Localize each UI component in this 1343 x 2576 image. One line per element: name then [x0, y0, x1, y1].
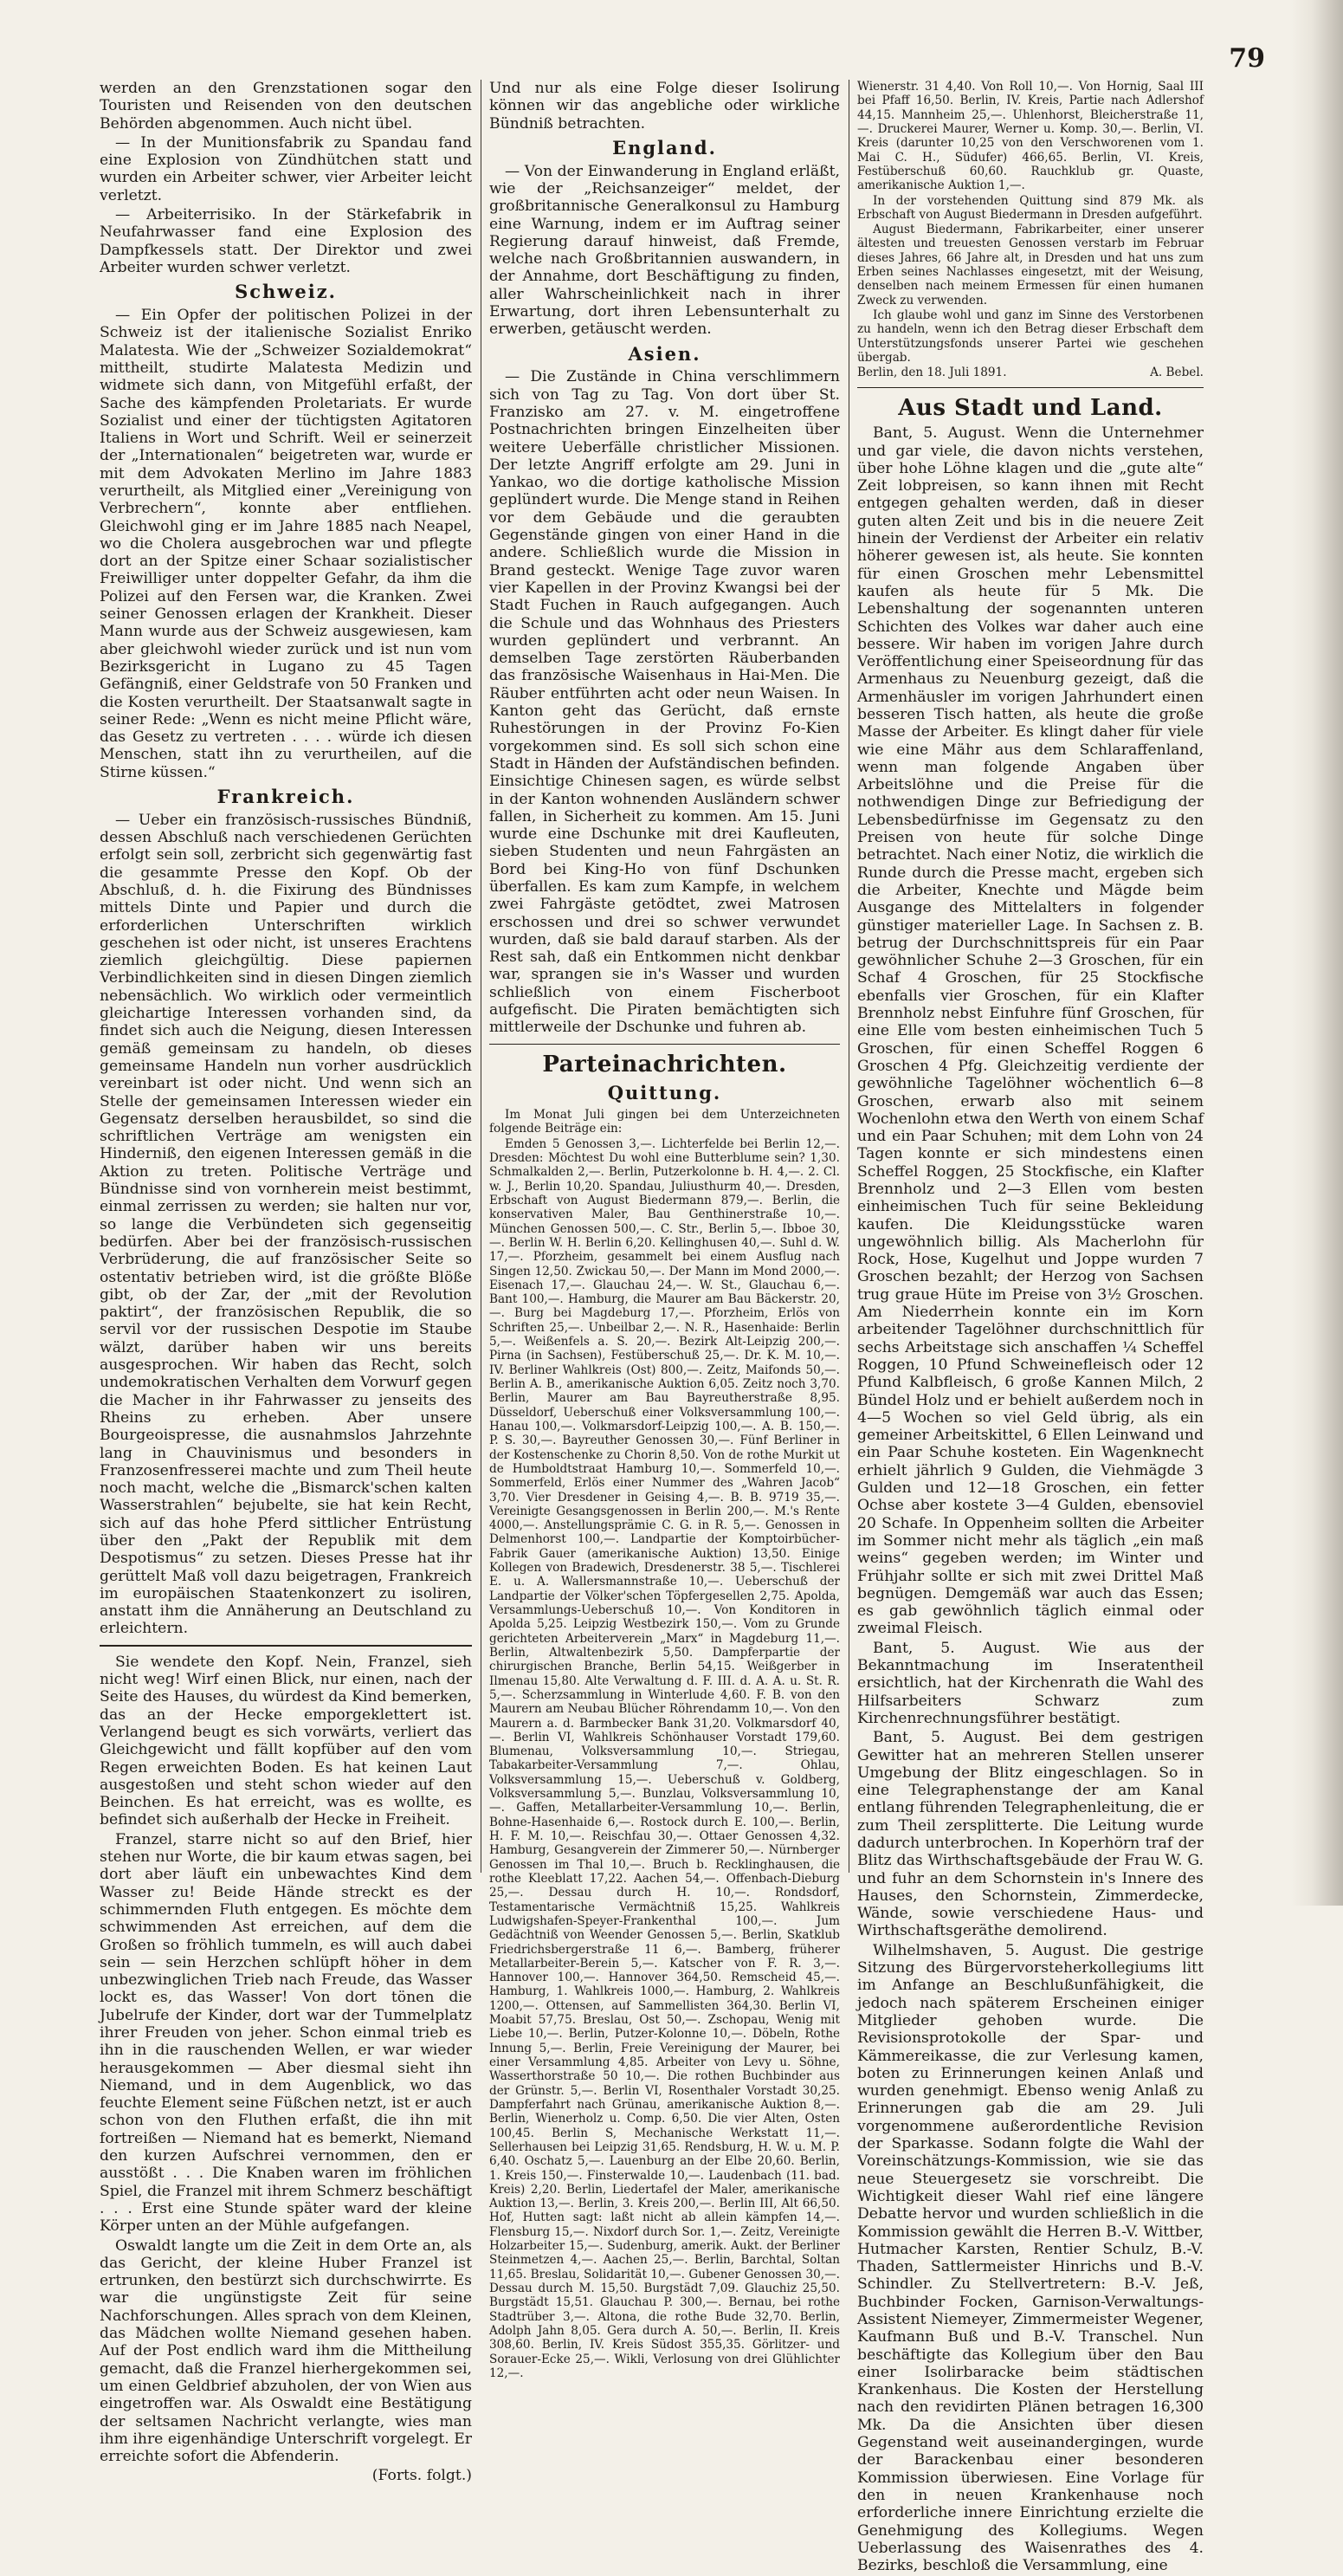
feuilleton-divider — [100, 1645, 472, 1647]
col2-paragraph: — Die Zustände in China verschlimmern sich von Tag zu Tag. Von dort über St. Franzisko am 27. v. M. eingetroffene Postnachrichten bringen Einzelheiten über weitere Ueberfälle christlicher Missionen. Der letzte Angriff erfolgte am 29. Juni in Yankao, wo die dortige katholische Mission geplündert wurde. Die Menge stand in Reihen vor dem Gebäude und die geraubten Gegenstände gingen von einer Hand in die andere. Schließlich wurde die Mission in Brand gesteckt. Wenige Tage zuvor waren vier Kapellen in der Provinz Kwangsi bei der Stadt Fuchen in Rauch aufgegangen. Auch die Schule und das Wohnhaus des Priesters wurden geplündert und verbrannt. An demselben Tage zerstörten Räuberbanden das französische Waisenhaus in Hai-Men. Die Räuber entführten acht oder neun Waisen. In Kanton geht das Gerücht, daß ernste Ruhestörungen in der Provinz Fo-Kien vorgekommen sind. Es soll sich schon eine Stadt in Händen der Aufständischen befinden. Einsichtige Chinesen sagen, es würde selbst in der Kanton wohnenden Ausländern schwer fallen, in Sicherheit zu kommen. Am 15. Juni wurde eine Dschunke mit drei Kaufleuten, sieben Studenten und neun Fahrgästen an Bord bei King-Ho von fünf Dschunken überfallen. Es kam zum Kampfe, in welchem zwei Fahrgäste getödtet, zwei Matrosen erschossen und drei so schwer verwundet wurden, daß sie bald darauf starben. Als der Rest sah, daß ein Entkommen nicht denkbar war, sprangen sie in's Wasser und wurden schließlich von einem Fischerboot aufgefischt. Die Piraten bemächtigten sich mittlerweile der Dschunke und fuhren ab. — [489, 368, 840, 1037]
col1-paragraph: — In der Munitionsfabrik zu Spandau fand eine Explosion von Zündhütchen statt und wurden ein Arbeiter schwer, vier Arbeiter leicht verletzt. — [100, 133, 472, 204]
col3-paragraph: Bant, 5. August. Wie aus der Bekanntmachung im Inseratentheil ersichtlich, hat der Kirchenrath die Wahl des Hilfsarbeiters Schwarz zum Kirchenrechnungsführer bestätigt. — [857, 1639, 1204, 1727]
quittung-continuation — [857, 80, 1204, 380]
signature-name: A. Bebel. — [1150, 366, 1204, 380]
column-2 — [489, 80, 840, 2381]
signature-line — [857, 366, 1204, 379]
feuilleton-paragraph: Oswaldt langte um die Zeit in dem Orte an, als das Gericht, der kleine Huber Franzel ist ertrunken, den bestürzt sich durchschwirrte. Es war die ungünstigste Zeit für seine Nachforschungen. Alles sprach von dem Kleinen, das Mädchen wollte Niemand gesehen haben. Auf der Post endlich ward ihm die Mittheilung gemacht, daß die Franzel hierhergekommen sei, um einen Geldbrief abzuholen, der von Wien aus eingetroffen war. Als Oswaldt eine Bestätigung der seltsamen Nachricht verlangte, wies man ihm ihre eigenhändige Unterschrift vorgelegt. Er erreichte sofort die Abfenderin. — [100, 2236, 472, 2466]
col1-paragraph: — Ueber ein französisch-russisches Bündniß, dessen Abschluß nach verschiedenen Gerüchten erfolgt sein soll, zerbricht sich gegenwärtig fast die gesammte Presse den Kopf. Ob der Abschluß, d. h. die Fixirung des Bündnisses mittels Dinte und Papier und durch die erforderlichen Unterschriften wirklich geschehen ist oder nicht, ist unseres Erachtens ziemlich gleichgültig. Diese papiernen Verbindlichkeiten sind in diesen Dingen ziemlich nebensächlich. Wo wirklich oder vermeintlich gleichartige Interessen vorhanden sind, da findet sich auch die Neigung, diesen Interessen gemäß gemeinsam zu handeln, ob dieses gemeinsame Handeln nun vorher ausdrücklich vereinbart ist oder nicht. Und wenn sich an Stelle der gemeinsamen Interessen wieder ein Gegensatz derselben herausbildet, so sind die schriftlichen Verträge am wenigsten ein Hinderniß, den eigenen Interessen gemäß in die Aktion zu treten. Politische Verträge und Bündnisse sind von vornherein meist bestimmt, einmal zerrissen zu werden; sie halten nur vor, so lange die Verbündeten sich gegenseitig bedürfen. Aber bei der französisch-russischen Verbrüderung, die auf französischer Seite so ostentativ betrieben wird, ist die größte Blöße gibt, ob der Zar, der „mit der Revolution paktirt“, der französischen Republik, die so servil vor der russischen Despotie im Staube wälzt, darüber haben wir uns bereits ausgesprochen. Wir haben das Recht, solch undemokratischen Verhalten dem Vorwurf gegen die Macher in ihr Fahrwasser zu jenseits des Rheins zu erheben. Aber unsere Bourgeoispresse, die ausnahmslos Jahrzehnte lang in Chauvinismus und besonders in Franzosenfresserei machte und zum Theil heute noch macht, welche die „Bismarck'schen kalten Wasserstrahlen“ bejubelte, sie hat kein Recht, sich auf das hohe Pferd sittlicher Entrüstung über den „Pakt der Republik mit dem Despotismus“ zu setzen. Dieses Presse hat ihr gerüttelt Maß voll dazu beigetragen, Frankreich im europäischen Staatenkonzert zu isoliren, anstatt ihm die Annäherung an Deutschland zu erleichtern. — [100, 811, 472, 1638]
section-divider — [489, 1044, 840, 1045]
col3-paragraph: Bant, 5. August. Wenn die Unternehmer und gar viele, die davon nichts verstehen, über hohe Löhne klagen und die „gute alte“ Zeit lobpreisen, so kann ihnen mit Recht entgegen gehalten werden, daß in dieser guten alten Zeit und bis in die neuere Zeit hinein der Verdienst der Arbeiter ein relativ höherer gewesen ist, als heute. Sie konnten für einen Groschen mehr Lebensmittel kaufen als heute für 5 Mk. Die Lebenshaltung der sogenannten unteren Schichten des Volkes war daher auch eine bessere. Wir haben im vorigen Jahre durch Veröffentlichung einer Speiseordnung für das Armenhaus zu Neuenburg gezeigt, daß die Armenhäusler im vorigen Jahrhundert einen besseren Tisch hatten, als heute die große Masse der Arbeiter. Es klingt daher für viele wie eine Mähr aus dem Schlaraffenland, wenn man folgende Angaben über Arbeitslöhne und die Preise für die nothwendigen Dinge zur Befriedigung der Lebensbedürfnisse im Gegensatz zu den Preisen von heute für solche Dinge betrachtet. Nach einer Notiz, die wirklich die Runde durch die Presse macht, ergeben sich die Arbeiter, Knechte und Mägde beim Ausgange des Mittelalters in folgender günstiger materieller Lage. In Sachsen z. B. betrug der Durchschnittspreis für ein Paar gewöhnlicher Schuhe 2—3 Groschen, für ein Schaf 4 Groschen, für 25 Stockfische ebenfalls vier Groschen, für ein Klafter Brennholz nebst Einfuhre fünf Groschen, für eine Elle vom besten einheimischen Tuch 5 Groschen, für einen Scheffel Roggen 6 Groschen 4 Pfg. Gleichzeitig verdiente der gewöhnliche Tagelöhner wöchentlich 6—8 Groschen, erwarb also mit seinem Wochenlohn etwa den Werth von einem Schaf und ein Paar Schuhen; mit dem Lohn von 24 Tagen konnte er sich mindestens einen Scheffel Roggen, 25 Stockfische, ein Klafter Brennholz und 2—3 Ellen vom besten einheimischen Tuch für seine Bekleidung kaufen. Die Kleidungsstücke waren ungewöhnlich billig. Als Macherlohn für Rock, Hose, Kugelhut und Joppe wurden 7 Groschen bezahlt; der Herzog von Sachsen trug graue Hüte im Preise von 3½ Groschen. Am Niederrhein konnte ein im Korn arbeitender Tagelöhner durchschnittlich für sechs Arbeitstage sich anschaffen ¼ Scheffel Roggen, 10 Pfund Schweinefleisch oder 12 Pfund Kalbfleisch, 6 große Kannen Milch, 2 Bündel Holz und er behielt außerdem noch in 4—5 Wochen so viel Geld übrig, als ein gemeiner Arbeitskittel, 6 Ellen Leinwand und ein Paar Schuhe kosteten. Ein Wagenknecht erhielt jährlich 9 Gulden, die Viehmägde 3 Gulden und 12—18 Groschen, ein fetter Ochse aber kostete 3—4 Gulden, ebensoviel 20 Schafe. In Oppenheim sollten die Arbeiter im Sommer nicht mehr als täglich „ein maß weins“ gegeben werden; im Winter und Frühjahr sollte er sich mit zwei Drittel Maß begnügen. Demgemäß war auch das Essen; es gab gewöhnlich täglich einmal oder zweimal Fleisch. — [857, 424, 1204, 1638]
section-heading-england: England. — [612, 136, 717, 159]
quittung-paragraph: Emden 5 Genossen 3,—. Lichterfelde bei Berlin 12,—. Dresden: Möchtest Du wohl eine Butterblume sein? 1,30. Schmalkalden 2,—. Berlin, Putzerkolonne b. H. 4,—. 2. Cl. w. J., Berlin 10,20. Spandau, Juliusthurm 40,—. Dresden, Erbschaft von August Biedermann 879,—. Berlin, die konservativen Maler, Bau Genthinerstraße 10,—. München Genossen 500,—. C. Str., Berlin 5,—. Ibboe 30,—. Berlin W. H. Berlin 6,20. Kellinghusen 40,—. Suhl d. W. 17,—. Pforzheim, gesammelt bei einem Ausflug nach Singen 12,50. Zwickau 50,—. Der Mann im Mond 2000,—. Eisenach 17,—. Glauchau 24,—. W. St., Glauchau 6,—. Bant 100,—. Hamburg, die Maurer am Bau Bäckerstr. 20,—. Burg bei Magdeburg 17,—. Pforzheim, Erlös von Schriften 25,—. Unbeilbar 2,—. N. R., Hasenhaide: Berlin 5,—. Weißenfels a. S. 20,—. Bezirk Alt-Leipzig 200,—. Pirna (in Sachsen), Festüberschuß 25,—. Dr. K. M. 10,—. IV. Berliner Wahlkreis (Ost) 800,—. Zeitz, Maifonds 50,—. Berlin A. B., amerikanische Auktion 6,05. Zeitz noch 3,70. Berlin, Maurer am Bau Bayreutherstraße 8,95. Düsseldorf, Ueberschuß einer Volksversammlung 100,—. Hanau 100,—. Volkmarsdorf-Leipzig 100,—. A. B. 150,—. P. S. 30,—. Bayreuther Genossen 30,—. Fünf Berliner in der Kostenschenke zu Chorin 8,50. Von de rothe Murkit ut de Humboldtstraat Hamburg 10,—. Sommerfeld 10,—. Sommerfeld, Erlös einer Nummer des „Wahren Jacob“ 3,70. Vier Dresdener in Geising 4,—. B. B. 9719 35,—. Vereinigte Gesangsgenossen in Berlin 200,—. M.'s Rente 4000,—. Anstellungsprämie C. G. in R. 5,—. Genossen in Delmenhorst 100,—. Landpartie der Komptoirbücher-Fabrik Gauer (amerikanische Auktion) 13,50. Einige Kollegen von Bradewich, Dresdenerstr. 38 5,—. Tischlerei E. u. A. Wallersmannstraße 10,—. Ueberschuß der Landpartie der Völker'schen Töpfergesellen 2,75. Apolda, Versammlungs-Ueberschuß 10,—. Von Konditoren in Apolda 5,25. Leipzig Westbezirk 150,—. Vom zu Grunde gerichteten Arbeiterverein „Marx“ in Magdeburg 11,—. Berlin, Altwaltenbezirk 5,50. Dampferpartie der chirurgischen Branche, Berlin 54,15. Weißgerber in Ilmenau 15,80. Alte Verwaltung d. F. III. d. A. A. u. St. R. 5,—. Scherzsammlung in Winterlude 4,60. F. B. von den Maurern am Neubau Blücher Röhrendamm 10,—. Von den Maurern a. d. Barmbecker Bank 31,20. Volkmarsdorf 40,—. Berlin VI, Wahlkreis Schönhauser Vorstadt 179,60. Blumenau, Volksversammlung 10,—. Striegau, Tabakarbeiter-Versammlung 7,—. Ohlau, Volksversammlung 15,—. Ueberschuß v. Goldberg, Volksversammlung 5,—. Bunzlau, Volksversammlung 10,—. Gaffen, Metallarbeiter-Versammlung 10,—. Berlin, Bohne-Hasenhaide 6,—. Rostock durch E. 100,—. Berlin, H. F. M. 10,—. Reischfau 30,—. Ottaer Genossen 4,32. Hamburg, Gesangverein der Zimmerer 50,—. Nürnberger Genossen im Thal 10,—. Bruch b. Recklinghausen, die rothe Kleeblatt 17,22. Aachen 54,—. Offenbach-Dieburg 25,—. Dessau durch H. 10,—. Rondsdorf, Testamentarische Vermächtniß 15,25. Wahlkreis Ludwigshafen-Speyer-Frankenthal 100,—. Jum Gedächtniß von Weender Genossen 5,—. Berlin, Skatklub Friedrichsbergerstraße 11 6,—. Bamberg, früherer Metallarbeiter-Berein 5,—. Katscher von F. R. 3,—. Hannover 100,—. Hannover 364,50. Remscheid 45,—. Hamburg, 1. Wahlkreis 1000,—. Hamburg, 2. Wahlkreis 1200,—. Ottensen, auf Sammellisten 364,30. Berlin VI, Moabit 57,75. Breslau, Ost 50,—. Zschopau, Wenig mit Liebe 10,—. Berlin, Putzer-Kolonne 10,—. Döbeln, Rothe Innung 5,—. Berlin, Freie Vereinigung der Maurer, bei einer Versammlung 4,85. Arbeiter von Levy u. Söhne, Wasserthorstraße 50 10,—. Die rothen Buchbinder aus der Grünstr. 5,—. Berlin VI, Rosenthaler Vorstadt 30,25. Dampferfahrt nach Grünau, amerikanische Auktion 8,—. Berlin, Wienerholz u. Comp. 6,50. Die vier Alten, Osten 100,45. Berlin S, Mechanische Werkstatt 11,—. Sellerhausen bei Leipzig 31,65. Rendsburg, H. W. u. M. P. 6,40. Oschatz 5,—. Lauenburg an der Elbe 20,60. Berlin, 1. Kreis 150,—. Finsterwalde 10,—. Laudenbach (11. bad. Kreis) 2,20. Berlin, Liedertafel der Maler, amerikanische Auktion 13,—. Berlin, 3. Kreis 200,—. Berlin III, Alt 66,50. Hof, Hutten sagt: laßt nicht ab allein kämpfen 14,—. Flensburg 15,—. Nixdorf durch Sor. 1,—. Zeitz, Vereinigte Holzarbeiter 15,—. Sudenburg, amerik. Aukt. der Berliner Steinmetzen 4,—. Aachen 25,—. Berlin, Barchtal, Soltan 11,65. Breslau, Solidarität 10,—. Gubener Genossen 30,—. Dessau durch M. 15,50. Burgstädt 7,09. Glauchiz 25,50. Burgstädt 15,51. Glauchau P. 300,—. Bernau, bei rothe Stadtrüber 3,—. Altona, die rothe Bude 32,70. Berlin, Adolph Jahn 8,05. Gera durch A. 50,—. Berlin, II. Kreis 308,60. Berlin, IV. Kreis Südost 355,35. Görlitzer- und Sorauer-Ecke 25,—. Wikli, Verlosung von drei Glühlichter 12,—. — [489, 1136, 840, 2380]
section-heading-asien: Asien. — [628, 342, 701, 365]
page-number: 79 — [1229, 43, 1265, 74]
col1-paragraph: — Ein Opfer der politischen Polizei in der Schweiz ist der italienische Sozialist Enriko Malatesta. Wie der „Schweizer Sozialdemokrat“ mittheilt, studirte Malatesta Medizin und widmete sich dann, von Mitgefühl erfaßt, der Sache des kämpfenden Proletariats. Er wurde Sozialist und einer der tüchtigsten Agitatoren Italiens in Wort und Schrift. Weil er seinerzeit der „Internationalen“ beigetreten war, wurde er mit dem Advokaten Merlino im Jahre 1883 verurtheilt, als Mitglied einer „Vereinigung von Verbrechern“, konnte aber entfliehen. Gleichwohl ging er im Jahre 1885 nach Neapel, wo die Cholera ausgebrochen war und pflegte dort an der Spitze einer Schaar sozialistischer Freiwilliger unter doppelter Gefahr, da ihm die Polizei auf den Fersen war, die Kranken. Zwei seiner Genossen erlagen der Krankheit. Dieser Mann wurde aus der Schweiz ausgewiesen, kam aber gleichwohl wieder zurück und ist nun vom Bezirksgericht in Lugano zu 45 Tagen Gefängniß, einer Geldstrafe von 50 Franken und die Kosten verurtheilt. Der Staatsanwalt sagte in seiner Rede: „Wenn es nicht meine Pflicht wäre, das Gesetz zu vertreten . . . . würde ich diesen Menschen, statt ihn zu verurtheilen, auf die Stirne küssen.“ — [100, 307, 472, 781]
column-1 — [100, 80, 472, 2487]
quittung-paragraph: August Biedermann, Fabrikarbeiter, einer unserer ältesten und treuesten Genossen verstarb im Februar dieses Jahres, 66 Jahre alt, in Dresden und hat uns zum Erben seines Nachlasses eingesetzt, mit der Weisung, denselben nach meinem Ermessen für einen humanen Zweck zu verwenden. — [857, 223, 1204, 307]
quittung-paragraph: Ich glaube wohl und ganz im Sinne des Verstorbenen zu handeln, wenn ich den Betrag dieser Erbschaft dem Unterstützungsfonds unserer Partei wie geschehen übergab. — [857, 308, 1204, 365]
quittung-paragraph: In der vorstehenden Quittung sind 879 Mk. als Erbschaft von August Biedermann in Dresden aufgeführt. — [857, 193, 1204, 222]
section-heading-stadt-land: Aus Stadt und Land. — [898, 394, 1163, 421]
section-heading-frankreich: Frankreich. — [216, 786, 355, 808]
section-divider — [857, 387, 1204, 388]
quittung-paragraph: Wienerstr. 31 4,40. Von Roll 10,—. Von Hornig, Saal III bei Pfaff 16,50. Berlin, IV. Kreis, Partie nach Adlershof 44,15. Mannheim 25,—. Uhlenhorst, Bleicherstraße 11,—. Druckerei Maurer, Werner u. Komp. 30,—. Berlin, VI. Kreis (darunter 10,25 von den Verschworenen vom 1. Mai C. H., Südufer) 466,65. Berlin, VI. Kreis, Festüberschuß 60,60. Rauchklub gr. Quaste, amerikanische Auktion 1,—. — [857, 80, 1204, 193]
col2-paragraph: Und nur als eine Folge dieser Isolirung können wir das angebliche oder wirkliche Bündniß betrachten. — [489, 80, 840, 133]
section-heading-parteinachrichten: Parteinachrichten. — [542, 1051, 787, 1078]
feuilleton-paragraph: Sie wendete den Kopf. Nein, Franzel, sieh nicht weg! Wirf einen Blick, nur einen, nach der Seite des Hauses, du würdest da Kind bemerken, das an der Hecke emporgeklettert ist. Verlangend beugt es sich vorwärts, verliert das Gleichgewicht und fällt kopfüber auf den vom Regen erweichten Boden. Es hat keinen Laut ausgestoßen und steht schon wieder auf den Beinchen. Es hat erreicht, was es wollte, es befindet sich außerhalb der Hecke in Freiheit. — [100, 1653, 472, 1829]
col2-paragraph: — Von der Einwanderung in England erläßt, wie der „Reichsanzeiger“ meldet, der großbritannische Generalkonsul zu Hamburg eine Warnung, indem er im Auftrag seiner Regierung darauf hinweist, daß Fremde, welche nach Großbritannien auswandern, in der Annahme, dort Beschäftigung zu finden, aller Wahrscheinlichkeit nach in ihrer Erwartung, dort ihren Lebensunterhalt zu erwerben, getäuscht werden. — [489, 162, 840, 339]
quittung-list — [489, 1108, 840, 2380]
col1-paragraph: — Arbeiterrisiko. In der Stärkefabrik in Neufahrwasser fand eine Explosion des Dampfkessels statt. Der Direktor und zwei Arbeiter wurden schwer verletzt. — [100, 206, 472, 276]
page-edge — [1291, 0, 1343, 1906]
col3-paragraph: Bant, 5. August. Bei dem gestrigen Gewitter hat an mehreren Stellen unserer Umgebung der Blitz eingeschlagen. So in eine Telegraphenstange der am Kanal entlang führenden Telegraphenleitung, die er zum Theil zersplitterte. Die Leitung wurde dadurch unterbrochen. In Koperhörn traf der Blitz das Wirthschaftsgebäude der Frau W. G. und fuhr an dem Schornstein in's Innere des Hauses, den Schornstein, Zimmerdecke, Wände, sowie verschiedene Haus- und Wirthschaftsgeräthe demolirend. — [857, 1729, 1204, 1940]
section-heading-schweiz: Schweiz. — [235, 281, 337, 303]
col3-paragraph: Wilhelmshaven, 5. August. Die gestrige Sitzung des Bürgervorsteherkollegiums litt im Anfange an Beschlußunfähigkeit, die jedoch nach späterem Erscheinen einiger Mitglieder gehoben wurde. Die Revisionsprotokolle der Spar- und Kämmereikasse, die zur Verlesung kamen, boten zu Erinnerungen keinen Anlaß und wurden genehmigt. Ebenso wenig Anlaß zu Erinnerungen gab die am 29. Juli vorgenommene außerordentliche Revision der Sparkasse. Sodann folgte die Wahl der Voreinschätzungs-Kommission, wie sie das neue Steuergesetz sie vorschreibt. Die Wichtigkeit dieser Wahl rief eine längere Debatte hervor und wurden schließlich in die Kommission gewählt die Herren B.-V. Wittber, Hutmacher Karsten, Rentier Schulz, B.-V. Thaden, Sattlermeister Hinrichs und B.-V. Schindler. Zu Stellvertretern: B.-V. Jeß, Buchbinder Focken, Garnison-Verwaltungs-Assistent Niemeyer, Zimmermeister Wegener, Kaufmann Buß und B.-V. Transchel. Nun beschäftigte das Kollegium über den Bau einer Isolirbaracke beim städtischen Krankenhaus. Die Kosten der Herstellung nach den revidirten Plänen betragen 16,300 Mk. Da die Ansichten über diesen Gegenstand weit auseinandergingen, wurde der Barackenbau einer besonderen Kommission überwiesen. Eine Vorlage für den in neuen Krankenhause noch erforderliche innere Einrichtung erzielte die Genehmigung des Kollegiums. Wegen Ueberlassung des Waisenrathes des 4. Bezirks, beschloß die Versammlung, eine — [857, 1941, 1204, 2575]
feuilleton-continued: (Forts. folgt.) — [371, 2467, 472, 2485]
quittung-paragraph: Im Monat Juli gingen bei dem Unterzeichneten folgende Beiträge ein: — [489, 1108, 840, 1136]
column-3 — [857, 80, 1204, 2576]
col1-paragraph: werden an den Grenzstationen sogar den Touristen und Reisenden von den deutschen Behörden abgenommen. Auch nicht übel. — [100, 80, 472, 133]
section-heading-quittung: Quittung. — [607, 1082, 722, 1104]
signature-place-date: Berlin, den 18. Juli 1891. — [857, 366, 1007, 380]
feuilleton-paragraph: Franzel, starre nicht so auf den Brief, hier stehen nur Worte, die bir kaum etwas sagen, bei dort aber läuft ein unbewachtes Kind dem Wasser zu! Beide Hände streckt es der schimmernden Fluth entgegen. Es möchte dem schwimmenden Ast erreichen, auf dem die Großen so fröhlich tummeln, es will auch dabei sein — sein Herzchen schlüpft höher in dem unbezwinglichen Trieb nach Freude, das Wasser lockt es, das Wasser! Von dort tönen die Jubelrufe der Kinder, dort war der Tummelplatz ihrer Freuden von jeher. Schon einmal trieb es ihn in die rauschenden Wellen, er war wieder herausgekommen — Aber diesmal sieht ihn Niemand, und in dem Augenblick, wo das feuchte Element seine Füßchen netzt, ist er auch schon von den Fluthen erfaßt, die ihn mit fortreißen — Niemand hat es bemerkt, Niemand den kurzen Aufschrei vernommen, den er ausstößt . . . Die Knaben waren im fröhlichen Spiel, die Franzel mit ihrem Schmerz beschäftigt . . . Erst eine Stunde später ward der kleine Körper unten an der Mühle aufgefangen. — [100, 1830, 472, 2236]
